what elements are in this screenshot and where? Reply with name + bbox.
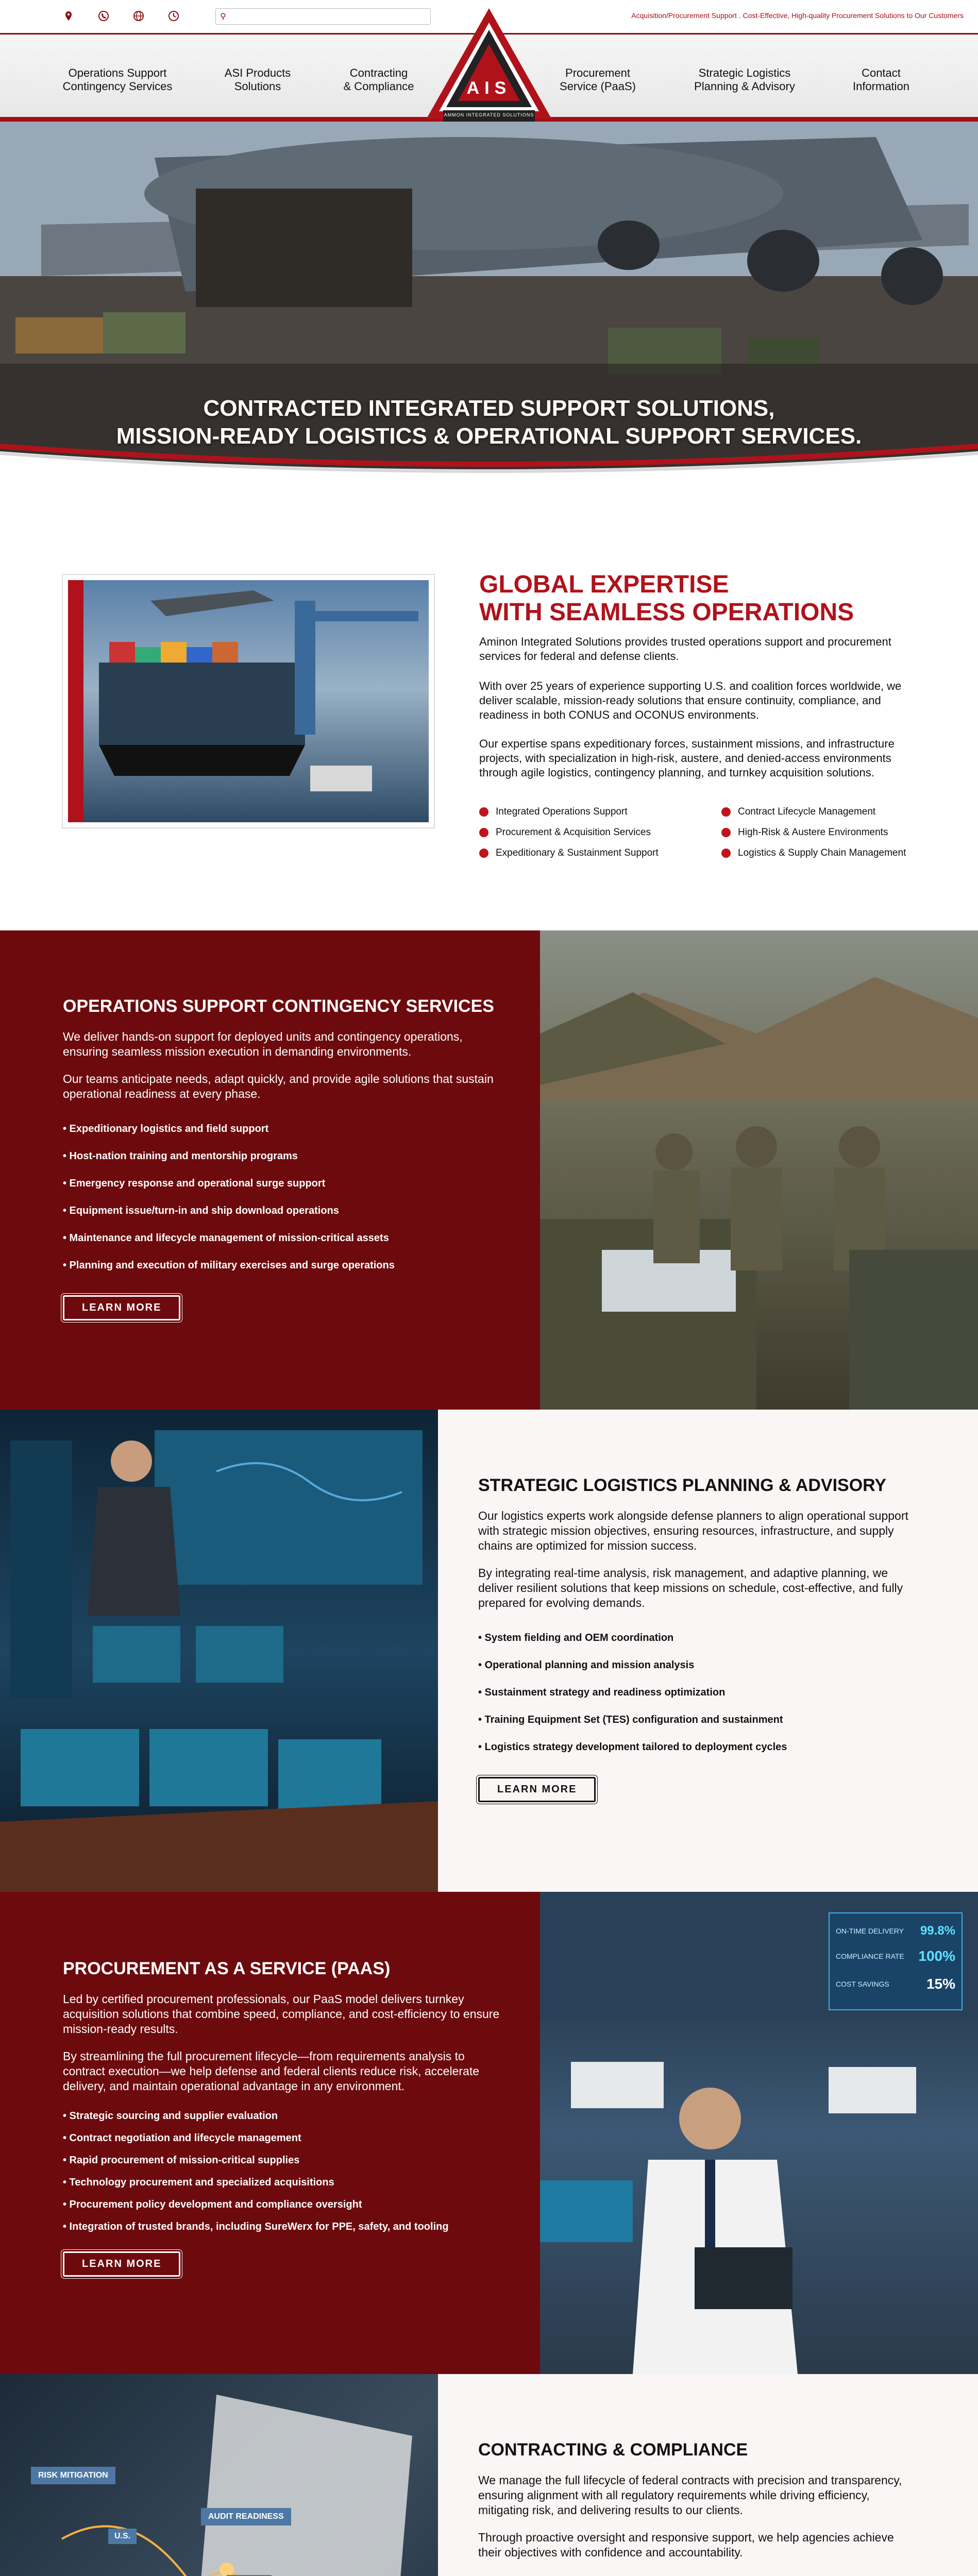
kpi-label: COMPLIANCE RATE xyxy=(836,1952,904,1960)
hero-line-2: MISSION-READY LOGISTICS & OPERATIONAL SUPPORT SERVICES. xyxy=(116,423,862,449)
list-item: • Integration of trusted brands, including SureWerx for PPE, safety, and tooling xyxy=(63,2221,449,2232)
bullet-dot xyxy=(479,807,488,817)
nav-label: & Compliance xyxy=(343,80,414,93)
procurement-learn-more-button[interactable]: LEARN MORE xyxy=(63,2251,180,2277)
procurement-list xyxy=(63,2109,506,2233)
list-item: • Sustainment strategy and readiness optimization xyxy=(478,1687,726,1698)
operations-learn-more-button[interactable]: LEARN MORE xyxy=(63,1295,180,1320)
list-item: • Operational planning and mission analysis xyxy=(478,1659,695,1671)
clock-icon[interactable] xyxy=(168,10,179,22)
compliance-title: CONTRACTING & COMPLIANCE xyxy=(478,2440,748,2460)
about-bullet: High-Risk & Austere Environments xyxy=(721,822,912,843)
kpi-overlay xyxy=(829,1912,963,2010)
map-tag: AUDIT READINESS xyxy=(201,2508,291,2526)
about-bullet: Procurement & Acquisition Services xyxy=(479,822,721,843)
about-title-line-1: GLOBAL EXPERTISE xyxy=(479,571,729,598)
operations-paragraph-1: We deliver hands-on support for deployed units and contingency operations, ensuring seamless mission execution in demanding environments. xyxy=(63,1030,463,1058)
nav-label: Contact xyxy=(862,66,901,79)
search-box[interactable] xyxy=(215,8,431,25)
operations-section xyxy=(0,930,978,1410)
location-icon[interactable] xyxy=(63,10,74,22)
nav-contact[interactable] xyxy=(830,66,933,93)
list-item: • Host-nation training and mentorship programs xyxy=(63,1150,298,1162)
kpi-value: 15% xyxy=(926,1976,955,1992)
kpi-value: 100% xyxy=(918,1948,955,1964)
globe-icon[interactable] xyxy=(133,10,144,22)
list-item: • Planning and execution of military exercises and surge operations xyxy=(63,1260,395,1271)
nav-label: Contingency Services xyxy=(62,80,173,93)
strategic-paragraph-2: By integrating real-time analysis, risk management, and adaptive planning, we deliver resilient solutions that keep missions on schedule, cost-effective, and fully prepared for evolving demands. xyxy=(478,1566,903,1609)
about-title-line-2: WITH SEAMLESS OPERATIONS xyxy=(479,599,854,626)
list-item: • Procurement policy development and compliance oversight xyxy=(63,2199,362,2210)
about-bullet: Logistics & Supply Chain Management xyxy=(721,843,912,863)
list-item: • Strategic sourcing and supplier evaluation xyxy=(63,2110,278,2122)
about-paragraph-2: Our expertise spans expeditionary forces, sustainment missions, and infrastructure projects, with specialization in high-risk, austere, and denied-access environments through agile logistics, contingency planning, and turnkey acquisition solutions. xyxy=(479,737,895,779)
logo-subtitle: AMMON INTEGRATED SOLUTIONS xyxy=(444,112,534,117)
compliance-paragraph-1: We manage the full lifecycle of federal contracts with precision and transparency, ensuring alignment with all regulatory requirements while driving efficiency, mitigating risk, and delivering results to our clients. xyxy=(478,2473,902,2517)
nav-label: ASI Products xyxy=(224,66,291,79)
header-tagline: Acquisition/Procurement Support . Cost-Effective, High-quality Procurement Solutions to Our Customers xyxy=(631,11,964,20)
nav-strategic-logistics[interactable] xyxy=(680,66,809,93)
search-input[interactable] xyxy=(232,11,423,22)
soldiers-field-image xyxy=(540,930,978,1410)
list-item: • Training Equipment Set (TES) configuration and sustainment xyxy=(478,1714,783,1725)
list-item: • Logistics strategy development tailored to deployment cycles xyxy=(478,1741,787,1753)
about-bullets xyxy=(479,802,912,863)
procurement-text xyxy=(63,1958,506,2277)
strategic-text xyxy=(478,1475,916,1802)
procurement-section xyxy=(0,1892,978,2374)
operations-text xyxy=(63,995,506,1320)
about-lead: Aminon Integrated Solutions provides trusted operations support and procurement services for federal and defense clients. xyxy=(479,635,891,663)
bullet-dot xyxy=(479,849,488,858)
nav-contracting[interactable] xyxy=(330,66,428,93)
about-text xyxy=(479,571,912,863)
compliance-section xyxy=(0,2374,978,2576)
list-item: • Rapid procurement of mission-critical supplies xyxy=(63,2155,300,2166)
map-tag: RISK MITIGATION xyxy=(31,2467,115,2484)
about-paragraph-1: With over 25 years of experience supporting U.S. and coalition forces worldwide, we deliver scalable, mission-ready solutions that ensure continuity, compliance, and readiness in both CONUS and OCONUS environments. xyxy=(479,680,902,721)
hero-bottom-curve xyxy=(0,431,978,477)
about-section xyxy=(0,477,978,930)
operations-title: OPERATIONS SUPPORT CONTINGENCY SERVICES xyxy=(63,996,494,1016)
nav-label: Procurement xyxy=(565,66,630,79)
strategic-title: STRATEGIC LOGISTICS PLANNING & ADVISORY xyxy=(478,1476,887,1495)
list-item: • Maintenance and lifecycle management of mission-critical assets xyxy=(63,1232,389,1244)
site-logo[interactable] xyxy=(425,7,553,127)
nav-asi-products[interactable] xyxy=(206,66,309,93)
bullet-dot xyxy=(721,807,731,817)
kpi-label: ON-TIME DELIVERY xyxy=(836,1927,904,1935)
search-icon: ⚲ xyxy=(220,12,226,21)
list-item: • Expeditionary logistics and field support xyxy=(63,1123,269,1134)
strategic-learn-more-button[interactable]: LEARN MORE xyxy=(478,1777,596,1802)
nav-procurement[interactable] xyxy=(546,66,649,93)
operations-list xyxy=(63,1122,506,1272)
phone-icon[interactable] xyxy=(98,10,109,22)
bullet-dot xyxy=(721,849,731,858)
procurement-title: PROCUREMENT AS A SERVICE (PAAS) xyxy=(63,1959,391,1978)
cargo-ship-image xyxy=(63,575,434,827)
kpi-label: COST SAVINGS xyxy=(836,1980,889,1988)
command-center-image xyxy=(0,1410,438,1892)
list-item: • Emergency response and operational surge support xyxy=(63,1178,326,1189)
list-item: • System fielding and OEM coordination xyxy=(478,1632,674,1643)
nav-operations-support[interactable] xyxy=(56,66,179,93)
map-tag: U.S. xyxy=(108,2529,137,2544)
warehouse-tablet-image xyxy=(540,1892,978,2374)
hero-line-1: CONTRACTED INTEGRATED SUPPORT SOLUTIONS, xyxy=(203,396,775,421)
list-item: • Equipment issue/turn-in and ship download operations xyxy=(63,1205,339,1216)
operations-paragraph-2: Our teams anticipate needs, adapt quickly, and provide agile solutions that sustain operational readiness at every phase. xyxy=(63,1072,494,1100)
nav-label: Solutions xyxy=(234,80,281,93)
kpi-value: 99.8% xyxy=(920,1924,955,1938)
strategic-list xyxy=(478,1631,916,1754)
about-bullet: Contract Lifecycle Management xyxy=(721,802,912,822)
nav-label: Contracting xyxy=(349,66,408,79)
nav-label: Operations Support xyxy=(68,66,167,79)
nav-label: Information xyxy=(852,80,910,93)
list-item: • Contract negotiation and lifecycle management xyxy=(63,2132,301,2144)
bullet-dot xyxy=(479,828,488,837)
bullet-dot xyxy=(721,828,731,837)
strategic-paragraph-1: Our logistics experts work alongside defense planners to align operational support with strategic mission objectives, ensuring resources, infrastructure, and supply chains are optimized for mission success. xyxy=(478,1509,908,1552)
hero-banner xyxy=(0,122,978,477)
compliance-paragraph-2: Through proactive oversight and responsive support, we help agencies achieve their objectives with confidence and accountability. xyxy=(478,2531,894,2559)
nav-label: Strategic Logistics xyxy=(698,66,791,79)
about-bullet: Integrated Operations Support xyxy=(479,802,721,822)
procurement-paragraph-2: By streamlining the full procurement lifecycle—from requirements analysis to contract execution—we help defense and federal clients reduce risk, accelerate delivery, and maintain operational advantage in any environment. xyxy=(63,2049,480,2093)
strategic-section xyxy=(0,1410,978,1892)
compliance-text xyxy=(478,2439,916,2576)
nav-label: Planning & Advisory xyxy=(694,80,795,93)
nav-label: Service (PaaS) xyxy=(560,80,636,93)
logo-letters: AIS xyxy=(466,78,512,98)
about-bullet: Expeditionary & Sustainment Support xyxy=(479,843,721,863)
compliance-map-image xyxy=(0,2374,438,2576)
list-item: • Technology procurement and specialized acquisitions xyxy=(63,2177,334,2188)
procurement-paragraph-1: Led by certified procurement professionals, our PaaS model delivers turnkey acquisition solutions that combine speed, compliance, and cost-efficiency to ensure mission-ready results. xyxy=(63,1992,500,2036)
